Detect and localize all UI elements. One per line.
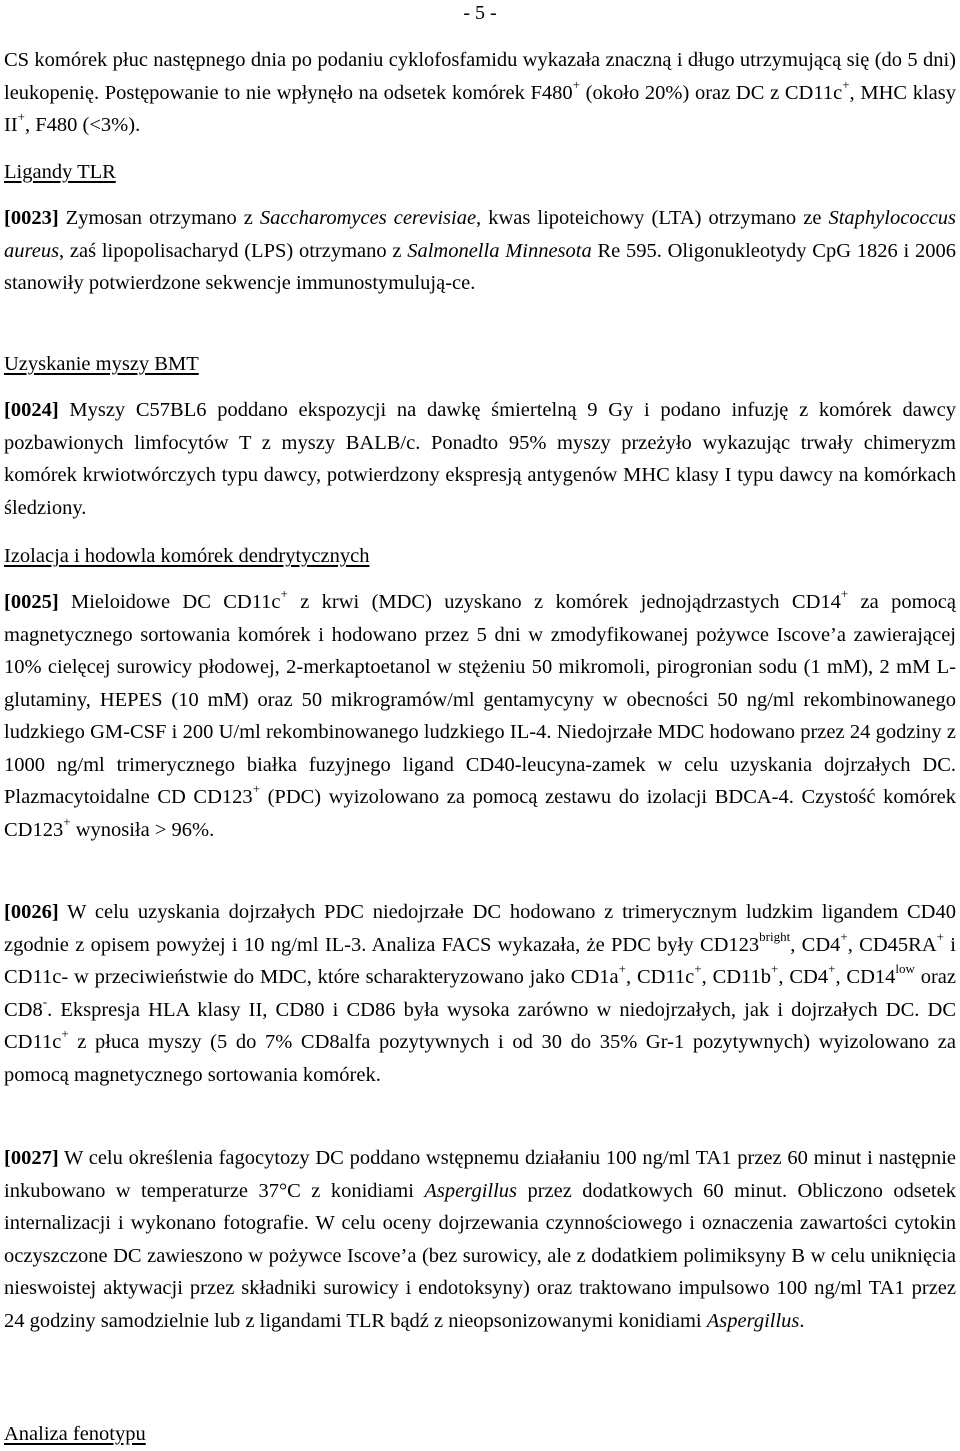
paragraph-number: [0026] — [4, 901, 59, 923]
section-heading-izolacja: Izolacja i hodowla komórek dendrytycznych — [4, 545, 370, 567]
paragraph-number: [0025] — [4, 591, 59, 613]
paragraph-0027: [0027] W celu określenia fagocytozy DC poddano wstępnemu działaniu 100 ng/ml TA1 przez 60 minut i następnie inkubowano w temperaturze 37°C z konidiami Aspergillus przez dodatkowych 60 minut. Obliczono odsetek internalizacji i wykonano fotografie. W celu oceny dojrzewania czynnościowego i oznaczenia zawartości cytokin oczyszczone DC zawieszono w pożywce Iscove’a (bez surowicy, ale z dodatkiem polimiksyny B w celu uniknięcia nieswoistej aktywacji przez składniki surowicy i endotoksyny) oraz traktowano impulsowo 100 ng/ml TA1 przez 24 godziny samodzielnie lub z ligandami TLR bądź z nieopsonizowanymi konidiami Aspergillus. — [4, 1147, 956, 1332]
paragraph-number: [0024] — [4, 399, 59, 421]
page-number: - 5 - — [463, 2, 497, 24]
paragraph-0024: [0024] Myszy C57BL6 poddano ekspozycji na dawkę śmiertelną 9 Gy i podano infuzję z komórek dawcy pozbawionych limfocytów T z myszy BALB/c. Ponadto 95% myszy przeżyło wykazując trwały chimeryzm komórek krwiotwórczych typu dawcy, potwierdzony ekspresją antygenów MHC klasy I typu dawcy na komórkach śledziony. — [4, 399, 956, 519]
paragraph-0025: [0025] Mieloidowe DC CD11c+ z krwi (MDC) uzyskano z komórek jednojądrzastych CD14+ za pomocą magnetycznego sortowania komórek i hodowano przez 5 dni w zmodyfikowanej pożywce Iscove’a zawierającej 10% cielęcej surowicy płodowej, 2-merkaptoetanol w stężeniu 50 mikromoli, pirogronian sodu (1 mM), 2 mM L-glutaminy, HEPES (10 mM) oraz 50 mikrogramów/ml gentamycyny w obecności 50 ng/ml rekombinowanego ludzkiego GM-CSF i 200 U/ml rekombinowanego ludzkiego IL-4. Niedojrzałe MDC hodowano przez 24 godziny z 1000 ng/ml trimerycznego białka fuzyjnego ligand CD40-leucyna-zamek w celu uzyskania dojrzałych DC. Plazmacytoidalne CD CD123+ (PDC) wyizolowano za pomocą zestawu do izolacji BDCA-4. Czystość komórek CD123+ wynosiła > 96%. — [4, 586, 956, 841]
section-heading-ligandy-tlr: Ligandy TLR — [4, 161, 116, 183]
paragraph-0023: [0023] Zymosan otrzymano z Saccharomyces cerevisiae, kwas lipoteichowy (LTA) otrzymano ze Staphylococcus aureus, zaś lipopolisacharyd (LPS) otrzymano z Salmonella Minnesota Re 595. Oligonukleotydy CpG 1826 i 2006 stanowiły potwierdzone sekwencje immunostymulują-ce. — [4, 207, 956, 294]
paragraph-number: [0027] — [4, 1147, 59, 1169]
section-heading-analiza-fenotypu: Analiza fenotypu — [4, 1423, 146, 1445]
section-heading-uzyskanie-myszy-bmt: Uzyskanie myszy BMT — [4, 353, 199, 375]
paragraph-0026: [0026] W celu uzyskania dojrzałych PDC niedojrzałe DC hodowano z trimerycznym ludzkim ligandem CD40 zgodnie z opisem powyżej i 10 ng/ml IL-3. Analiza FACS wykazała, że PDC były $CD123^{bright}$, CD4+, CD45RA+ i CD11c- w przeciwieństwie do MDC, które scharakteryzowano jako CD1a+, CD11c+, CD11b+, CD4+, $CD14^{low}$ oraz CD8-. Ekspresja HLA klasy II, CD80 i CD86 była wysoka zarówno w niedojrzałych, jak i dojrzałych DC. DC CD11c+ z płuca myszy (5 do 7% CD8alfa pozytywnych i od 30 do 35% Gr-1 pozytywnych) wyizolowano za pomocą magnetycznego sortowania komórek. — [4, 901, 957, 1086]
intro-paragraph: CS komórek płuc następnego dnia po podaniu cyklofosfamidu wykazała znaczną i długo utrzymującą się (do 5 dni) leukopenię. Postępowanie to nie wpłynęło na odsetek komórek F480+ (około 20%) oraz DC z CD11c+, MHC klasy II+, F480 (<3%). — [4, 49, 956, 136]
paragraph-number: [0023] — [4, 207, 59, 229]
